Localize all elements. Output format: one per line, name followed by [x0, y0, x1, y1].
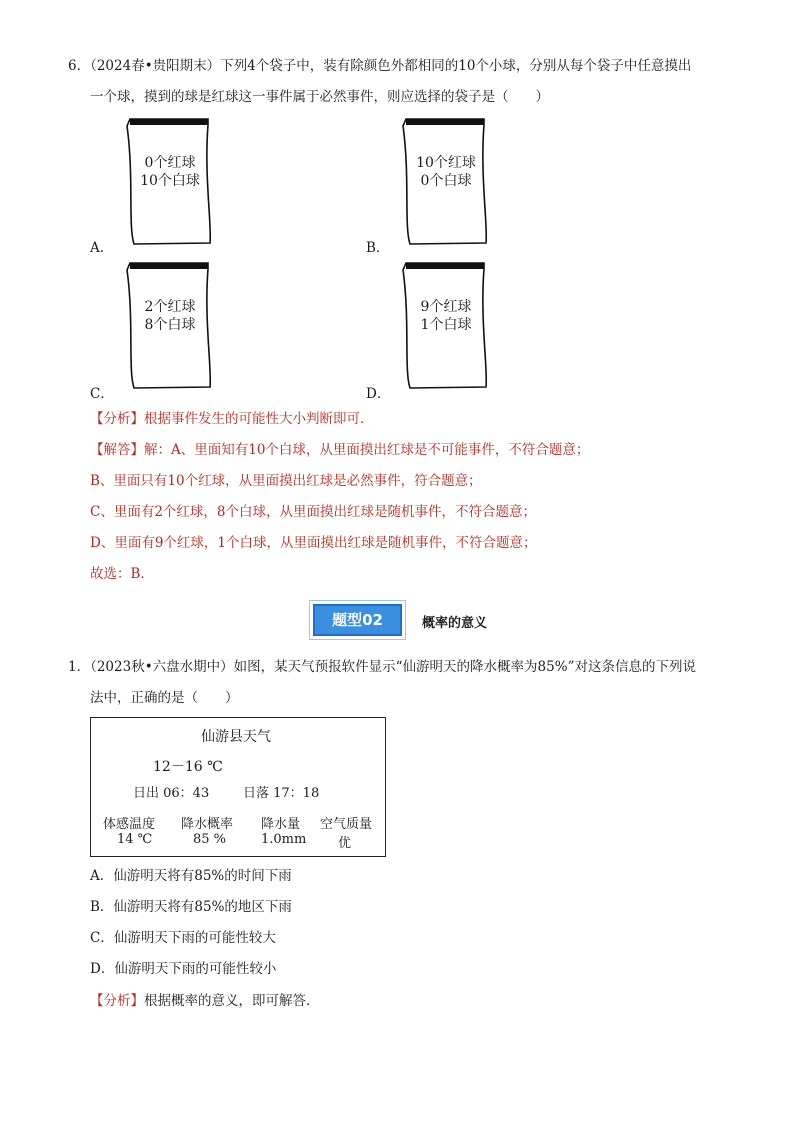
weather-label-air: 空气质量 — [320, 817, 373, 832]
weather-value-precip-amt: 1.0mm — [261, 832, 307, 847]
q1-choice-c: C．仙游明天下雨的可能性较大 — [90, 930, 276, 946]
weather-panel — [90, 717, 386, 857]
q6-answer-line-2: B、里面只有10个红球，从里面摸出红球是必然事件，符合题意； — [90, 473, 482, 489]
bag-d — [398, 260, 490, 390]
weather-value-air: 优 — [338, 836, 352, 851]
bag-c-red-count: 2个红球 — [144, 299, 196, 315]
q1-analysis — [90, 991, 320, 1011]
weather-sunrise: 日出 06：43 — [133, 786, 210, 801]
bag-d-white-count: 1个白球 — [420, 317, 472, 333]
section-badge: 题型02 — [313, 604, 402, 636]
q1-choice-a: A．仙游明天将有85%的时间下雨 — [90, 868, 292, 884]
question-6-line-1: 6．（2024春•贵阳期末）下列4个袋子中，装有除颜色外都相同的10个小球，分别从每个袋子中任意摸出 — [68, 58, 692, 74]
option-b-label: B． — [366, 240, 390, 256]
weather-label-precip-prob: 降水概率 — [181, 817, 234, 832]
q6-analysis-tag: 【分析】 — [90, 411, 144, 427]
bag-b-red-count: 10个红球 — [416, 155, 476, 171]
question-6-line-2: 一个球，摸到的球是红球这一事件属于必然事件，则应选择的袋子是（ ） — [90, 89, 549, 105]
q6-answer-line-5: 故选：B． — [90, 566, 154, 582]
weather-value-feels: 14 ℃ — [117, 832, 153, 847]
option-c-label: C． — [90, 386, 114, 402]
weather-value-precip-prob: 85 % — [193, 832, 227, 847]
question-1-line-1: 1．（2023秋•六盘水期中）如图，某天气预报软件显示“仙游明天的降水概率为85%”对这条信息的下列说 — [68, 659, 696, 675]
q6-analysis — [90, 409, 374, 429]
q6-answer-line-4: D、里面有9个红球，1个白球，从里面摸出红球是随机事件，不符合题意； — [90, 535, 537, 551]
q6-answer-line-3: C、里面有2个红球，8个白球，从里面摸出红球是随机事件，不符合题意； — [90, 504, 537, 520]
q1-choice-b: B．仙游明天将有85%的地区下雨 — [90, 899, 292, 915]
bag-b — [398, 116, 490, 246]
question-1-line-2: 法中，正确的是（ ） — [90, 690, 239, 706]
q6-analysis-text: 根据事件发生的可能性大小判断即可． — [144, 411, 374, 427]
bag-a — [122, 116, 214, 246]
weather-label-feels: 体感温度 — [103, 817, 156, 832]
bag-d-red-count: 9个红球 — [420, 299, 472, 315]
bag-b-white-count: 0个白球 — [420, 173, 472, 189]
section-title: 概率的意义 — [422, 616, 488, 631]
option-d-label: D． — [366, 386, 391, 402]
q6-answer-tag: 【解答】 — [90, 442, 144, 458]
q1-analysis-tag: 【分析】 — [90, 993, 144, 1009]
q1-analysis-text: 根据概率的意义，即可解答． — [144, 993, 320, 1009]
q1-choice-d: D．仙游明天下雨的可能性较小 — [90, 961, 277, 977]
weather-sunset: 日落 17：18 — [243, 786, 320, 801]
q6-answer-text-1: 解：A、里面知有10个白球，从里面摸出红球是不可能事件，不符合题意； — [144, 442, 590, 458]
bag-a-red-count: 0个红球 — [144, 155, 196, 171]
q6-answer-line-1 — [90, 440, 589, 460]
weather-title: 仙游县天气 — [201, 729, 271, 745]
bag-c-white-count: 8个白球 — [144, 317, 196, 333]
bag-c — [122, 260, 214, 390]
weather-label-precip-amt: 降水量 — [261, 817, 301, 832]
option-a-label: A． — [90, 240, 114, 256]
weather-temp: 12－16 ℃ — [153, 759, 223, 775]
bag-a-white-count: 10个白球 — [140, 173, 200, 189]
